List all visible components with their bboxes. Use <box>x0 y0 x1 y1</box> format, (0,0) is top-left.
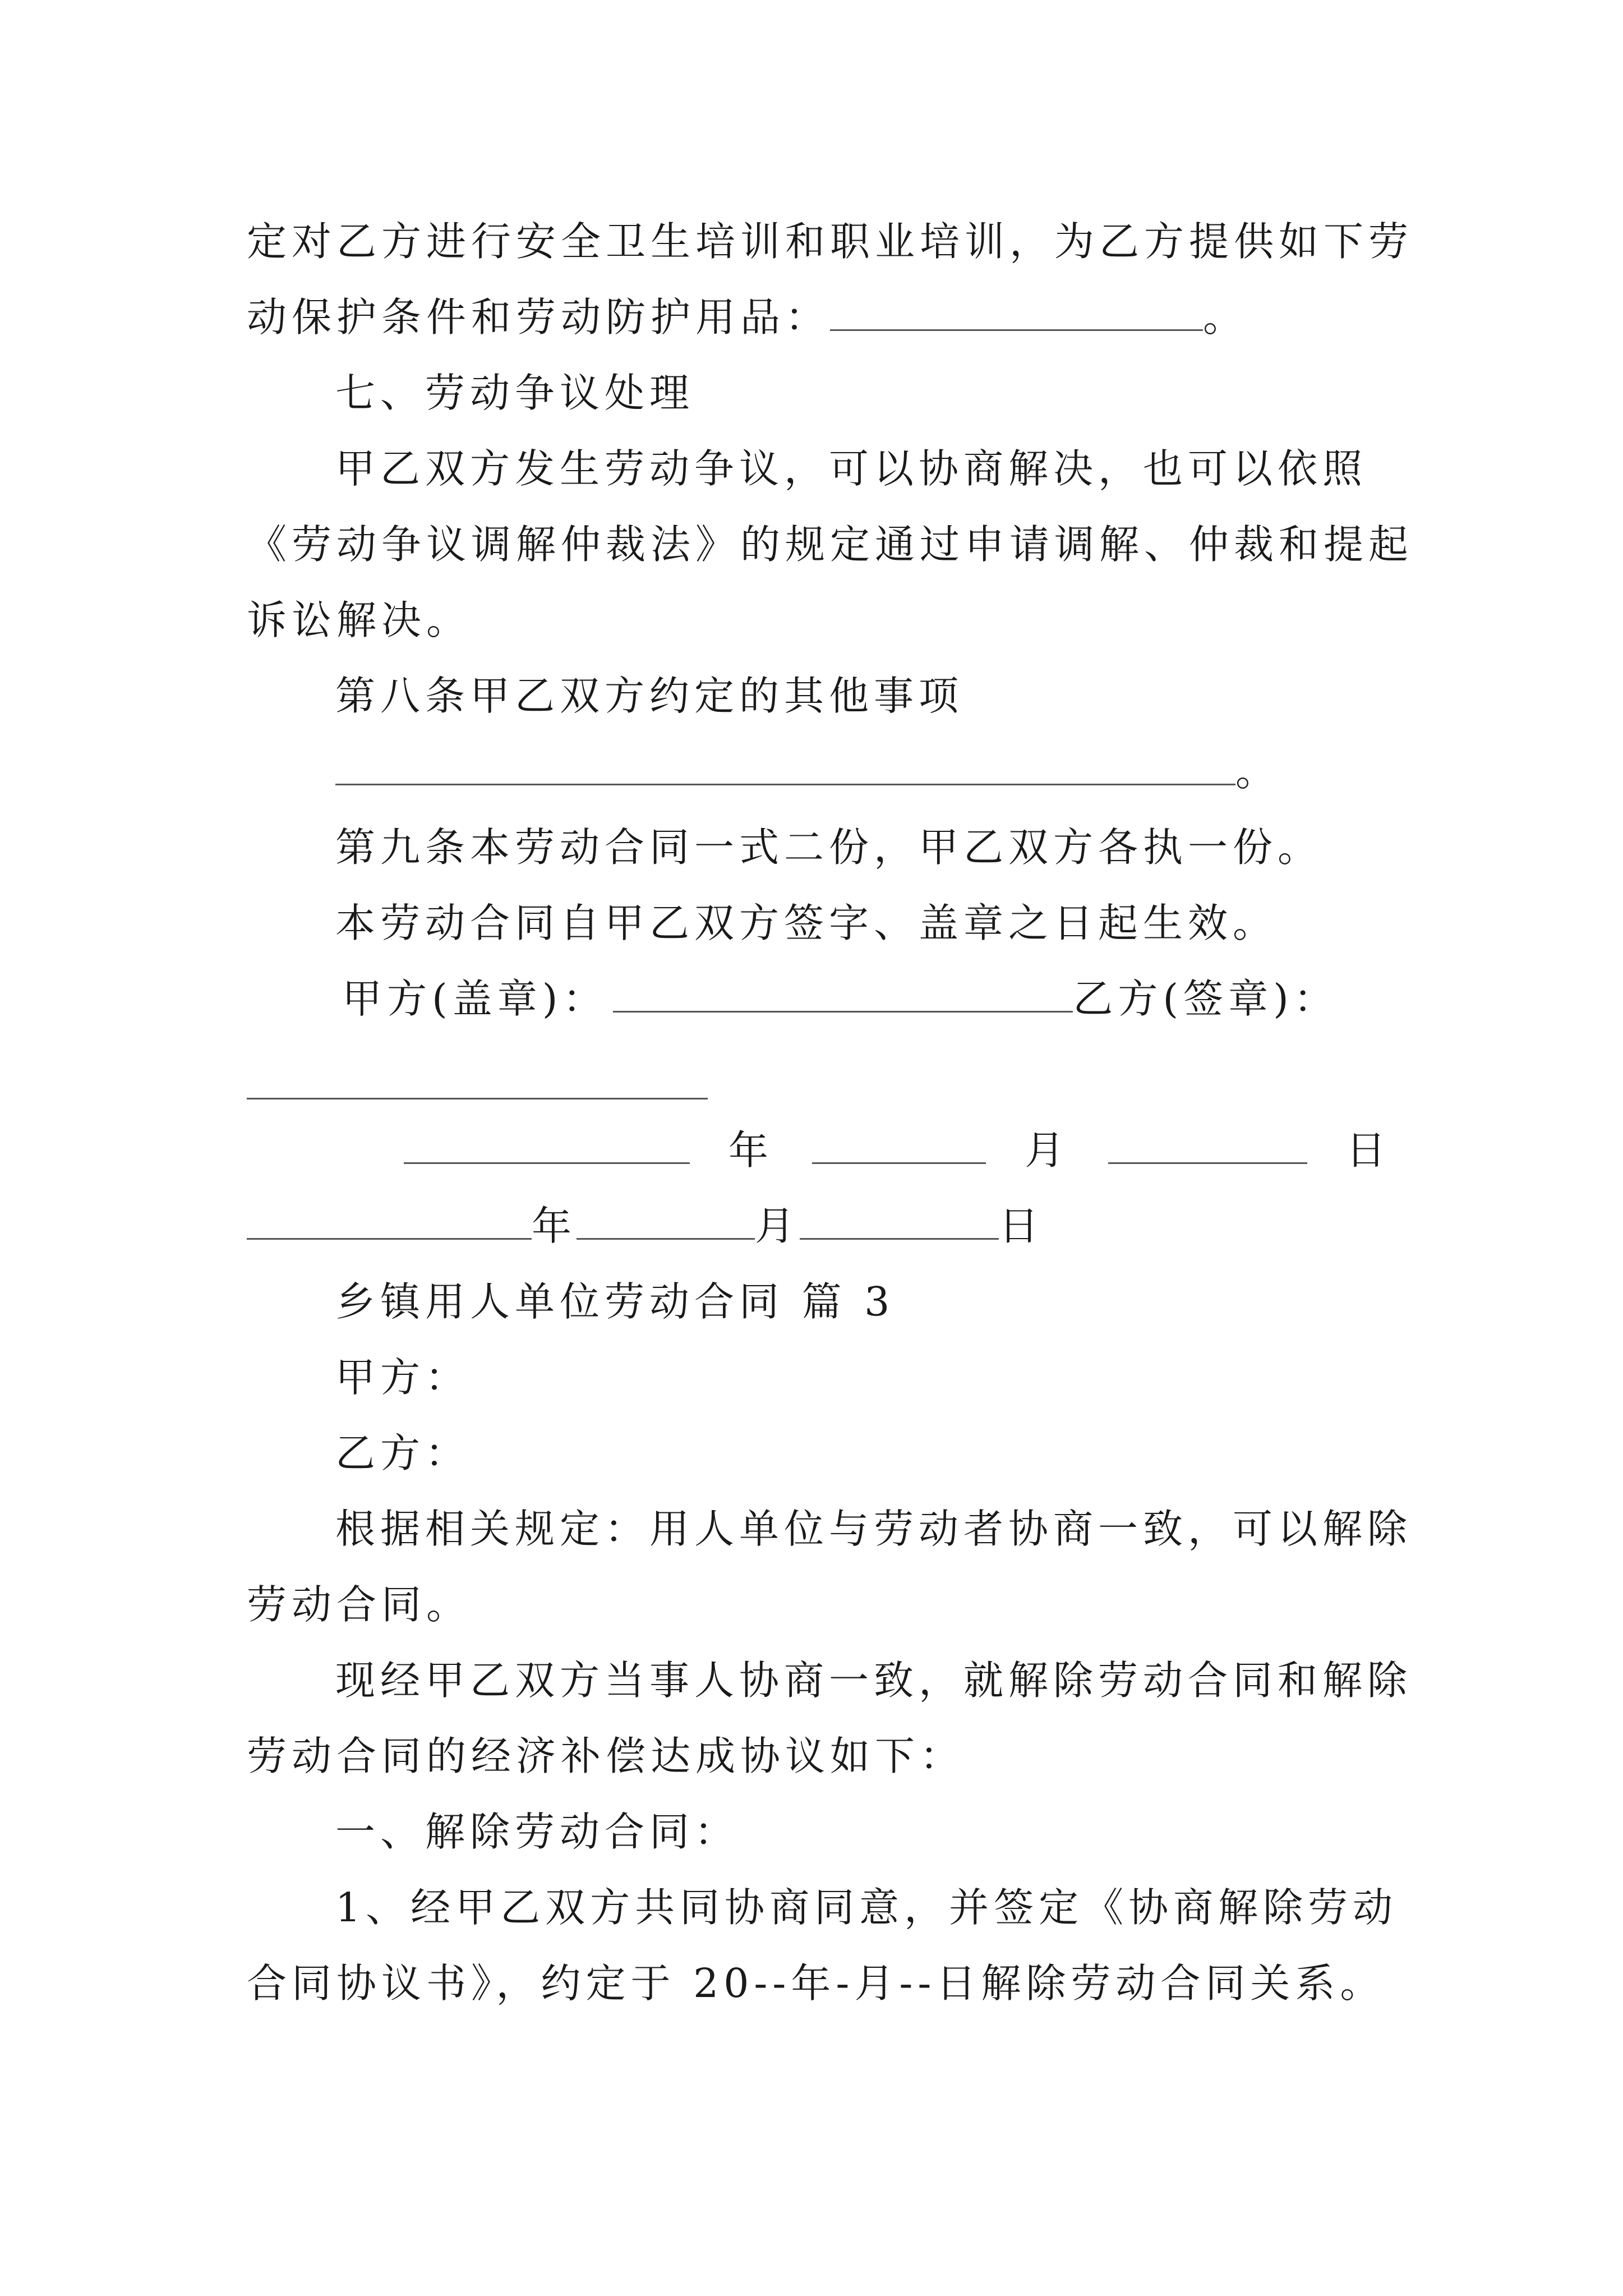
section-heading: 七、劳动争议处理 <box>335 370 695 416</box>
day-blank <box>800 1238 999 1240</box>
text-line: 合同协议书》，约定于 20--年-月--日解除劳动合同关系。 <box>247 1960 1385 2007</box>
text-line-label: 动保护条件和劳动防护用品： <box>247 294 831 341</box>
party-a-seal-label: 甲方(盖章)： <box>342 976 608 1022</box>
year-blank <box>404 1162 690 1164</box>
text-line: 劳动合同的经济补偿达成协议如下： <box>247 1733 965 1779</box>
party-a-line: 甲方： <box>335 1354 471 1401</box>
fill-blank <box>335 784 1235 785</box>
text-line-end: 。 <box>1203 294 1248 341</box>
clause-heading: 第八条甲乙双方约定的其他事项 <box>335 673 964 719</box>
text-line: 劳动合同。 <box>247 1581 472 1628</box>
text-line: 甲乙双方发生劳动争议，可以协商解决，也可以依照 <box>335 445 1368 492</box>
text-line <box>247 294 1248 341</box>
party-b-sign-blank <box>247 1098 708 1099</box>
signature-line <box>342 976 1339 1022</box>
month-blank <box>812 1162 986 1164</box>
section-heading: 一、解除劳动合同： <box>335 1809 740 1855</box>
date-row-party-a <box>404 1127 1391 1174</box>
party-a-seal-blank <box>613 1011 1073 1013</box>
text-line <box>335 748 1281 795</box>
text-line: 第九条本劳动合同一式二份，甲乙双方各执一份。 <box>335 824 1323 871</box>
day-blank <box>1108 1162 1307 1164</box>
month-label: 月 <box>755 1203 800 1249</box>
text-line: 本劳动合同自甲乙双方签字、盖章之日起生效。 <box>335 900 1278 946</box>
year-label: 年 <box>532 1203 577 1249</box>
text-line: 根据相关规定：用人单位与劳动者协商一致，可以解除 <box>335 1506 1413 1552</box>
party-b-sign-label: 乙方(签章)： <box>1073 976 1339 1022</box>
text-line-end: 。 <box>1235 748 1281 795</box>
text-line: 诉讼解决。 <box>247 597 472 643</box>
day-label: 日 <box>999 1203 1044 1249</box>
fill-blank <box>830 329 1203 331</box>
year-blank <box>247 1238 532 1240</box>
text-line: 1、经甲乙双方共同协商同意，并签定《协商解除劳动 <box>335 1884 1398 1931</box>
text-line: 现经甲乙双方当事人协商一致，就解除劳动合同和解除 <box>335 1657 1413 1704</box>
signature-continuation <box>247 1066 708 1106</box>
text-line: 定对乙方进行安全卫生培训和职业培训，为乙方提供如下劳 <box>247 218 1414 265</box>
date-row-party-b <box>247 1203 1044 1249</box>
month-label: 月 <box>1024 1127 1069 1174</box>
year-label: 年 <box>728 1127 773 1174</box>
month-blank <box>577 1238 755 1240</box>
document-title: 乡镇用人单位劳动合同 篇 3 <box>335 1278 895 1325</box>
party-b-line: 乙方： <box>335 1430 471 1476</box>
text-line: 《劳动争议调解仲裁法》的规定通过申请调解、仲裁和提起 <box>247 521 1414 568</box>
day-label: 日 <box>1345 1127 1391 1174</box>
